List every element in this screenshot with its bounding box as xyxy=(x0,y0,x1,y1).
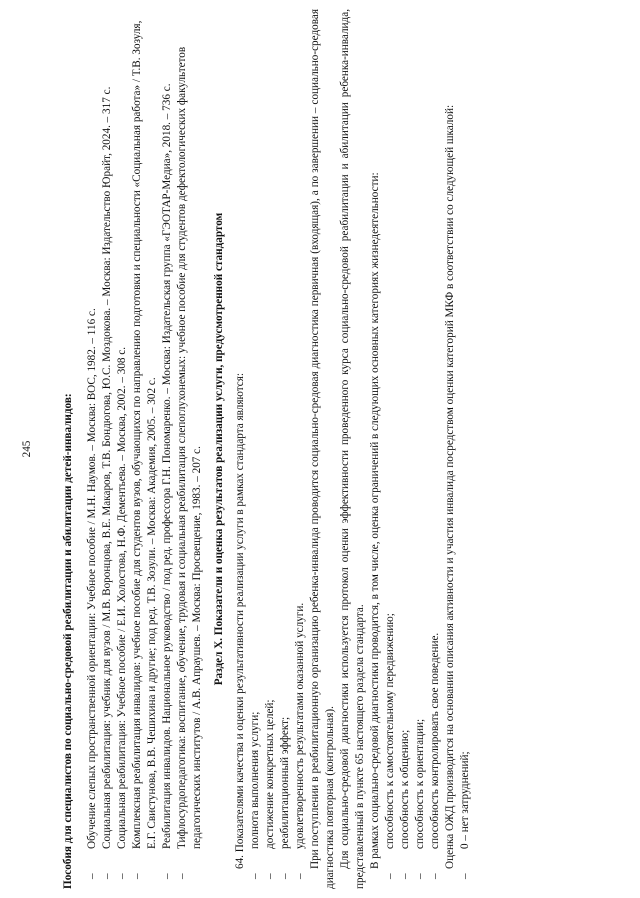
section-title: Раздел X. Показатели и оценка результатов реализации услуги, предусмотренной стандартом xyxy=(213,212,225,686)
dash-bullet-icon: – xyxy=(176,873,188,879)
ability-text: способность к самостоятельному передвижению; xyxy=(384,613,396,849)
page-number: 245 xyxy=(21,440,33,458)
dash-bullet-icon: – xyxy=(86,873,98,879)
book-item xyxy=(100,9,115,889)
book-item xyxy=(115,9,130,889)
dash-bullet-icon: – xyxy=(131,873,143,879)
dash-bullet-icon: – xyxy=(459,873,471,879)
book-item xyxy=(160,9,175,889)
scale-list xyxy=(458,9,473,889)
ability-list xyxy=(383,9,443,889)
ability-item xyxy=(428,9,443,889)
dash-bullet-icon: – xyxy=(264,873,276,879)
ability-item xyxy=(398,9,413,889)
book-item xyxy=(85,9,100,889)
paragraph-categories: В рамках социально-средовой диагностики проводится, в том числе, оценка ограничений в следующих основных категориях жизнедеятельности: xyxy=(369,172,381,869)
book-item xyxy=(130,9,160,889)
book-text: Тифлосурдопедагогика: воспитание, обучение, трудовая и социальная реабилитация слепоглухонемых: учебное пособие для студентов дефектологических факультетов педагогических институтов / А.В. Апраушев. – Москва: Просвещение, 1983. – 207 с. xyxy=(176,46,203,849)
ability-text: способность контролировать свое поведение. xyxy=(429,632,441,849)
book-item xyxy=(175,9,205,889)
dash-bullet-icon: – xyxy=(384,873,396,879)
dash-bullet-icon: – xyxy=(429,873,441,879)
dash-bullet-icon: – xyxy=(399,873,411,879)
book-text: Обучение слепых пространственной ориентации: Учебное пособие / М.Н. Наумов. – Москва: ВОС, 1982. – 116 с. xyxy=(86,308,98,849)
ability-text: способность к общению; xyxy=(399,729,411,849)
indicator-text: удовлетворенность результатами оказанной услуги. xyxy=(294,602,306,849)
rotated-page-content xyxy=(20,9,620,889)
dash-bullet-icon: – xyxy=(116,873,128,879)
indicator-list xyxy=(248,9,308,889)
dash-bullet-icon: – xyxy=(161,873,173,879)
indicator-item xyxy=(248,9,263,889)
paragraph-ozhd: Оценка ОЖД производится на основании описания активности и участия инвалида посредством оценки категорий МКФ в соответствии со следующей шкалой: xyxy=(444,104,456,869)
indicator-text: полнота выполнения услуги; xyxy=(249,711,261,849)
ability-text: способность к ориентации; xyxy=(414,718,426,849)
ability-item xyxy=(413,9,428,889)
indicator-item xyxy=(263,9,278,889)
paragraph-diagnostics: При поступлении в реабилитационную организацию ребенка-инвалида проводится социально-средовая диагностика первичная (входящая), а по завершении – социально-средовая диагностика повторная (контрольная). xyxy=(309,9,336,889)
indicator-item xyxy=(278,9,293,889)
book-text: Реабилитация инвалидов. Национальное руководство / под ред. профессора Г.Н. Пономаренко. – Москва: Издательская группа «ГЭОТАР-Медиа», 2018. – 736 с. xyxy=(161,83,173,849)
dash-bullet-icon: – xyxy=(294,873,306,879)
ability-item xyxy=(383,9,398,889)
dash-bullet-icon: – xyxy=(414,873,426,879)
paragraph-64: 64. Показателями качества и оценки результативности реализации услуги в рамках стандарта являются: xyxy=(234,373,246,869)
dash-bullet-icon: – xyxy=(101,873,113,879)
scale-text: 0 – нет затруднений; xyxy=(459,751,471,849)
indicator-item xyxy=(293,9,308,889)
book-text: Комплексная реабилитация инвалидов: учебное пособие для студентов вузов, обучающихся по направлению подготовки и специальности «Социальная работа» / Т.В. Зозуля, Е.Г. Свистунова, В.В. Чешихина и другие; под ред. Т.В. Зозули. – Москва: Академия, 2005. – 302 с. xyxy=(131,20,158,849)
dash-bullet-icon: – xyxy=(279,873,291,879)
indicator-text: достижение конкретных целей; xyxy=(264,699,276,849)
indicator-text: реабилитационный эффект; xyxy=(279,716,291,849)
book-text: Социальная реабилитация: Учебное пособие / Е.И. Холостова, Н.Ф. Дементьева. – Москва, 2002. – 308 с. xyxy=(116,346,128,849)
paragraph-protocol: Для социально-средовой диагностики используется протокол оценки эффективности проведенного курса социально-средовой реабилитации и абилитации ребенка-инвалида, представленный в пункте 65 настоящего раздела стандарта. xyxy=(339,9,366,889)
book-list xyxy=(85,9,205,889)
dash-bullet-icon: – xyxy=(249,873,261,879)
manuals-heading: Пособия для специалистов по социально-средовой реабилитации и абилитации детей-инвалидов: xyxy=(62,393,74,889)
book-text: Социальная реабилитация: учебник для вузов / М.В. Воронцова, В.Е. Макаров, Т.В. Бондюгова, Ю.С. Моздокова. – Москва: Издательство Юрайт, 2024. – 317 с. xyxy=(101,86,113,849)
scale-item xyxy=(458,9,473,889)
